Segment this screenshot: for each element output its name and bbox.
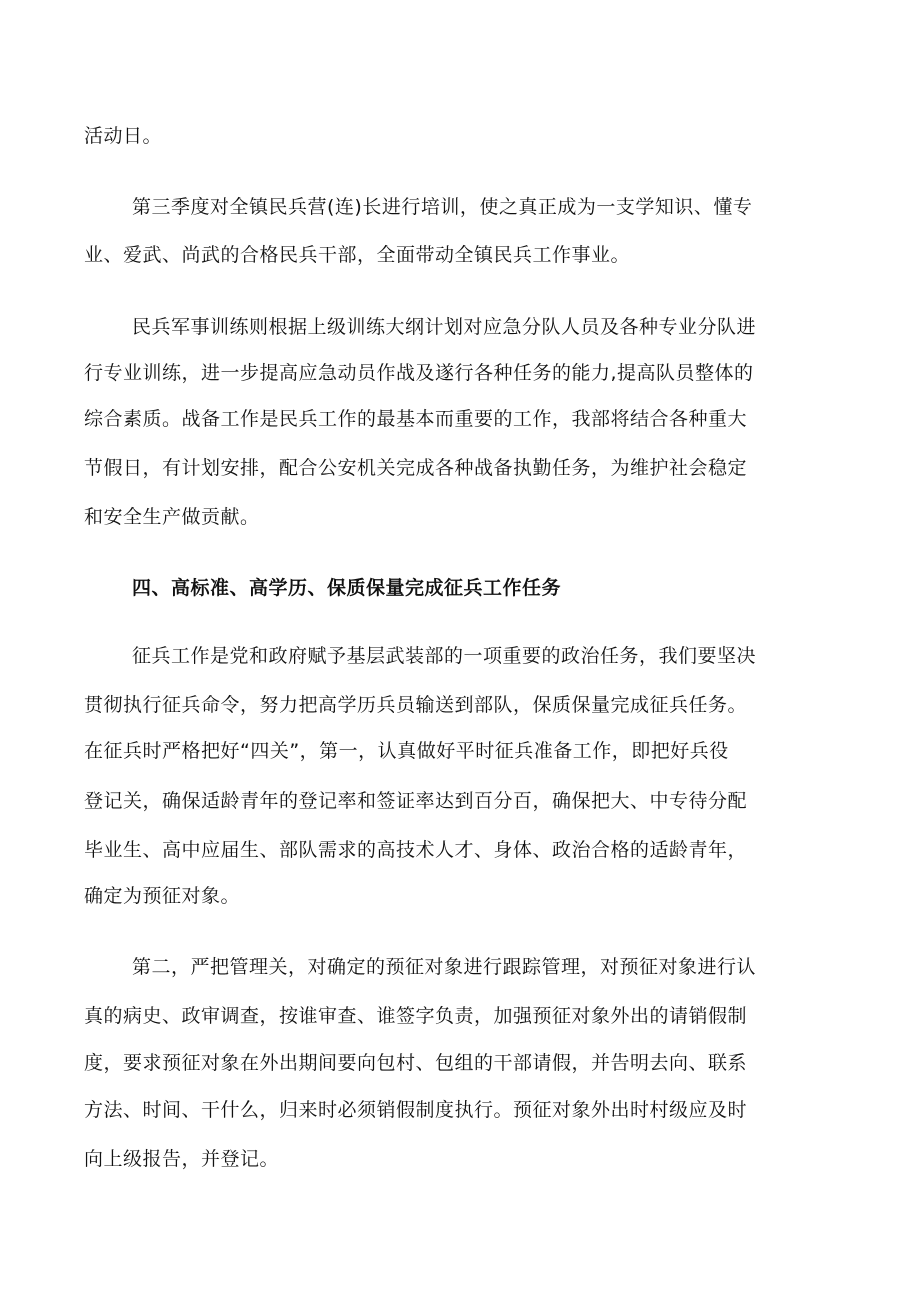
paragraph-line: 征兵工作是党和政府赋予基层武装部的一项重要的政治任务，我们要坚决 — [132, 645, 757, 667]
section-heading: 四、高标准、高学历、保质保量完成征兵工作任务 — [132, 577, 562, 599]
paragraph-line: 方法、时间、干什么，归来时必须销假制度执行。预征对象外出时村级应及时 — [84, 1099, 748, 1121]
paragraph-line: 第三季度对全镇民兵营(连)长进行培训，使之真正成为一支学知识、懂专 — [132, 196, 753, 218]
paragraph-line: 业、爱武、尚武的合格民兵干部，全面带动全镇民兵工作事业。 — [84, 244, 631, 266]
paragraph-line: 真的病史、政审调查，按谁审查、谁签字负责，加强预征对象外出的请销假制 — [84, 1005, 748, 1027]
paragraph-line: 在征兵时严格把好“四关”，第一，认真做好平时征兵准备工作，即把好兵役 — [84, 740, 729, 762]
paragraph-line: 向上级报告，并登记。 — [84, 1148, 280, 1170]
paragraph-line: 登记关，确保适龄青年的登记率和签证率达到百分百，确保把大、中专待分配 — [84, 790, 748, 812]
paragraph-line: 毕业生、高中应届生、部队需求的高技术人才、身体、政治合格的适龄青年， — [84, 839, 748, 861]
paragraph-line: 贯彻执行征兵命令，努力把高学历兵员输送到部队，保质保量完成征兵任务。 — [84, 694, 748, 716]
paragraph-line: 活动日。 — [84, 125, 163, 147]
paragraph-line: 民兵军事训练则根据上级训练大纲计划对应急分队人员及各种专业分队进 — [132, 316, 757, 338]
paragraph-line: 行专业训练，进一步提高应急动员作战及遂行各种任务的能力,提高队员整体的 — [84, 362, 754, 384]
paragraph-line: 度，要求预征对象在外出期间要向包村、包组的干部请假，并告明去向、联系 — [84, 1052, 748, 1074]
paragraph-line: 确定为预征对象。 — [84, 885, 241, 907]
paragraph-line: 第二，严把管理关，对确定的预征对象进行跟踪管理，对预征对象进行认 — [132, 956, 757, 978]
paragraph-line: 综合素质。战备工作是民兵工作的最基本而重要的工作，我部将结合各种重大 — [84, 408, 748, 430]
paragraph-line: 和安全生产做贡献。 — [84, 506, 260, 528]
paragraph-line: 节假日，有计划安排，配合公安机关完成各种战备执勤任务，为维护社会稳定 — [84, 457, 748, 479]
